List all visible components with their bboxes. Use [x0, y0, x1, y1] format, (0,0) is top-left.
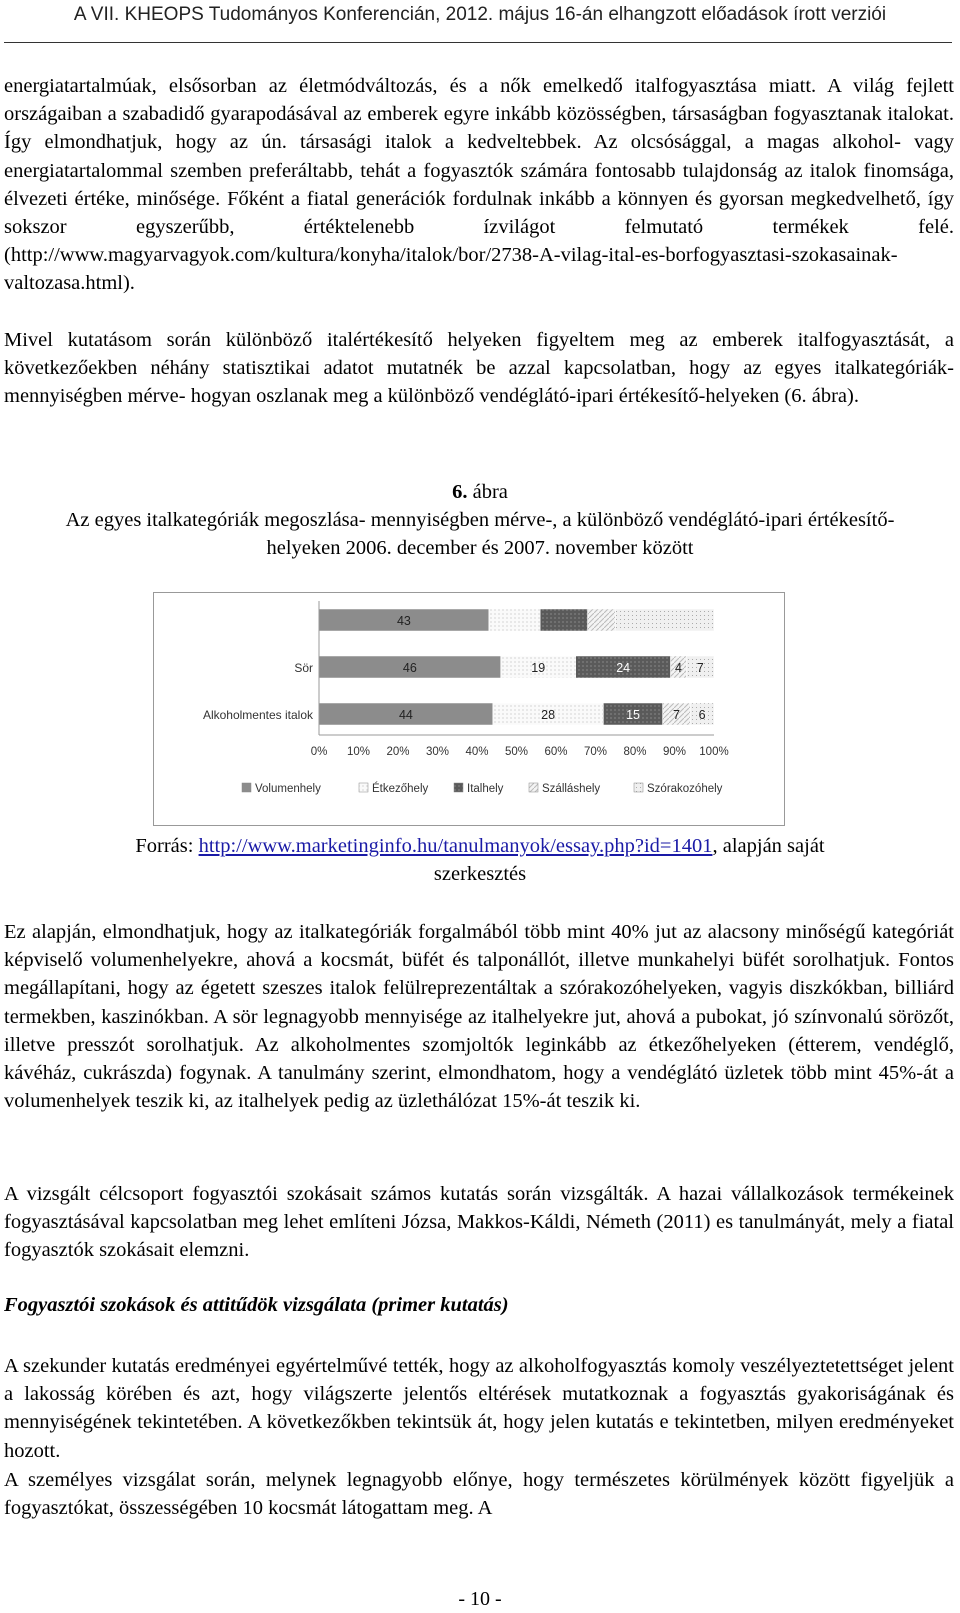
- x-tick-label: 40%: [465, 746, 489, 758]
- paragraph-1: energiatartalmúak, elsősorban az életmódváltozás, és a nők emelkedő italfogyasztása miatt. A világ fejlett országaiban a szabadidő gyarapodásával az emberek egyre inkább közösségben, társaságban fogyasztanak italokat. Így elmondhatjuk, hogy az ún. társasági italok a kedveltebbek. Az olcsósággal, a magas alkohol- vagy energiatartalommal szemben preferáltabb, tehát a fogyasztók számára fontosabb tulajdonság az italok finomsága, élvezeti értéke, minősége. Főként a fiatal generációk fordulnak inkább a könnyen és gyorsan megkedvelhető, így sokszor egyszerűbb, értéktelenebb ízvilágot felmutató termékek felé. (http://www.magyarvagyok.com/kultura/konyha/italok/bor/2738-A-vilag-ital-es-borfogyasztasi-szokasainak-valtozasa.html).: [4, 75, 954, 295]
- source-link[interactable]: http://www.marketinginfo.hu/tanulmanyok/essay.php?id=1401: [198, 835, 713, 857]
- page-number: - 10 -: [458, 1588, 502, 1610]
- legend-label: Volumenhely: [255, 783, 321, 795]
- stacked-bar-chart: [154, 593, 784, 825]
- x-tick-label: 30%: [425, 746, 450, 758]
- bar-segment: [615, 609, 714, 631]
- paragraph-6: A személyes vizsgálat során, melynek legnagyobb előnye, hogy természetes körülmények között figyeljük a fogyasztókat, összességében 10 kocsmát látogattam meg. A: [4, 1469, 954, 1520]
- x-tick-label: 50%: [504, 746, 529, 758]
- data-label: 19: [531, 661, 546, 675]
- x-tick-label: 100%: [699, 746, 729, 758]
- figure-source: [0, 832, 960, 860]
- legend-swatch: [634, 783, 643, 792]
- legend-label: Szórakozóhely: [647, 783, 723, 795]
- chart-frame: [153, 592, 785, 826]
- legend-swatch: [359, 783, 368, 792]
- data-label: 44: [398, 708, 413, 722]
- category-label: Sör: [294, 661, 313, 675]
- source-suffix: , alapján saját: [712, 835, 825, 857]
- legend-label: Étkezőhely: [372, 783, 429, 795]
- x-tick-label: 70%: [583, 746, 608, 758]
- data-label: 28: [541, 708, 556, 722]
- paragraph-2: Mivel kutatásom során különböző italértékesítő helyeken figyeltem meg az emberek italfogyasztását, a következőekben néhány statisztikai adatot mutatnék be azzal kapcsolatban, hogy az egyes italkategóriák- mennyiségben mérve- hogyan oszlanak meg a különböző vendéglátó-ipari értékesítő-helyeken (6. ábra).: [4, 329, 954, 408]
- data-label: 43: [396, 614, 411, 628]
- source-prefix: Forrás:: [135, 835, 199, 857]
- paragraph-4: A vizsgált célcsoport fogyasztói szokásait számos kutatás során vizsgálták. A hazai vállalkozások termékeinek fogyasztásával kapcsolatban meg lehet említeni Józsa, Makkos-Káldi, Németh (2011) es tanulmányát, mely a fiatal fogyasztók szokásait elemzni.: [4, 1183, 954, 1262]
- data-label: 15: [626, 708, 640, 722]
- figure-caption: Az egyes italkategóriák megoszlása- mennyiségben mérve-, a különböző vendéglátó-ipari értékesítő-helyeken 2006. december és 2007. november között: [65, 509, 895, 559]
- data-label: 7: [672, 708, 680, 722]
- section-heading: Fogyasztói szokások és attitűdök vizsgálata (primer kutatás): [4, 1294, 509, 1316]
- data-label: 46: [402, 661, 417, 675]
- data-label: 7: [696, 661, 704, 675]
- data-label: 24: [616, 661, 631, 675]
- x-tick-label: 80%: [623, 746, 647, 758]
- legend-swatch: [454, 783, 463, 792]
- figure-number: [0, 478, 960, 506]
- bar-segment: [588, 609, 616, 631]
- data-label: 4: [674, 661, 682, 675]
- legend-swatch: [242, 783, 251, 792]
- running-header: A VII. KHEOPS Tudományos Konferencián, 2012. május 16-án elhangzott előadások írott verziói: [73, 4, 887, 25]
- figure-label: ábra: [472, 481, 508, 503]
- x-tick-label: 60%: [544, 746, 568, 758]
- legend-label: Italhely: [467, 783, 504, 795]
- paragraph-5: A szekunder kutatás eredményei egyértelművé tették, hogy az alkoholfogyasztás komoly veszélyeztetettséget jelent a lakosság körében és azt, hogy világszerte jelentős eltérések mutatkoznak a fogyasztás gyakoriságának és mennyiségének tekintetében. A következőkben tekintsük át, hogy jelen kutatás e tekintetben, milyen eredményeket hozott.: [4, 1355, 954, 1462]
- data-label: 6: [698, 708, 706, 722]
- x-tick-label: 0%: [310, 746, 328, 758]
- header-rule: [4, 42, 952, 43]
- x-tick-label: 90%: [662, 746, 687, 758]
- figure-source-line2: szerkesztés: [433, 863, 527, 885]
- legend-swatch: [529, 783, 538, 792]
- paragraph-3: Ez alapján, elmondhatjuk, hogy az italkategóriák forgalmából több mint 40% jut az alacsony minőségű kategóriát képviselő volumenhelyekre, ahová a kocsmát, büfét és talponállót, illetve munkahelyi büfét sorolhatjuk. Fontos megállapítani, hogy az égetett szeszes italok felülreprezentáltak a szórakozóhelyeken, vagyis diszkókban, billiárd termekben, kaszinókban. A sör legnagyobb mennyisége az italhelyekre jut, ahová a pubokat, jó színvonalú sörözőt, illetve presszót sorolhatjuk. Az alkoholmentes szomjoltók leginkább az étkezőhelyeken (étterem, vendéglő, kávéház, cukrászda) fogynak. A tanulmány szerint, elmondhatom, hogy a vendéglátó üzletek több mint 45%-át a volumenhelyek teszik ki, az italhelyek pedig az üzlethálózat 15%-át teszik ki.: [4, 921, 954, 1113]
- bar-segment: [489, 609, 540, 631]
- figure-number-value: 6.: [452, 481, 468, 503]
- bar-segment: [540, 609, 587, 631]
- x-tick-label: 10%: [346, 746, 371, 758]
- category-label: Alkoholmentes italok: [202, 708, 313, 722]
- x-tick-label: 20%: [386, 746, 410, 758]
- legend-label: Szálláshely: [542, 783, 601, 795]
